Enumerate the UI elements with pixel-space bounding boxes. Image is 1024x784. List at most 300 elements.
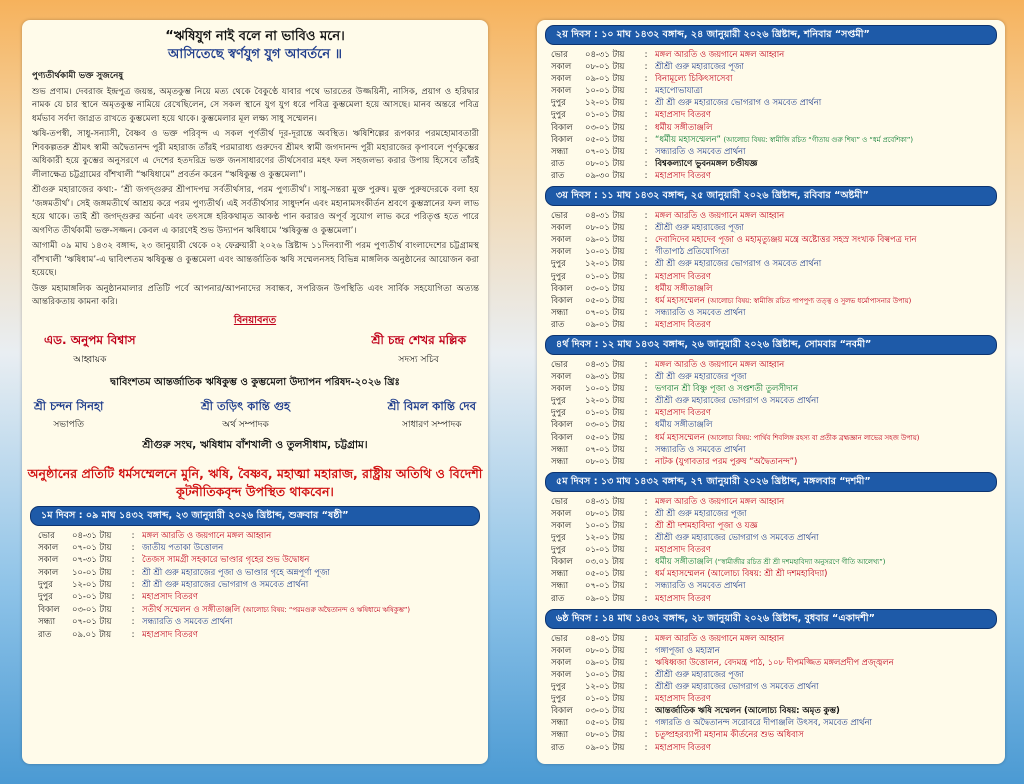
time-value: ০৫-০১ টায় bbox=[585, 717, 625, 728]
colon-separator: : bbox=[644, 246, 648, 257]
schedule-row bbox=[551, 567, 995, 579]
colon-separator: : bbox=[644, 520, 648, 530]
event-text bbox=[142, 603, 478, 615]
event-title: গঙ্গাপূজা ও মহাস্নান bbox=[655, 644, 720, 655]
time-value: ১২-০১ টায় bbox=[585, 681, 625, 692]
left-panel bbox=[22, 20, 488, 764]
event-text bbox=[655, 96, 995, 108]
schedule-row bbox=[551, 145, 995, 157]
time-slot: দুপুর bbox=[551, 270, 566, 281]
event-title: শ্রী শ্রী গুরু মহারাজের ভোগরাগ ও সমবেত প্রার্থনা bbox=[142, 579, 309, 590]
schedule-row bbox=[551, 108, 995, 120]
event-title: মহাপ্রসাদ বিতরণ bbox=[655, 693, 711, 704]
colon-separator: : bbox=[644, 568, 648, 579]
event-text bbox=[142, 566, 478, 578]
colon-separator: : bbox=[644, 234, 648, 245]
day-header: ৫ম দিবস : ১৩ মাঘ ১৪৩২ বঙ্গাব্দ, ২৭ জানুয়ারী ২০২৬ খ্রিষ্টাব্দ, মঙ্গলবার “দশমী” bbox=[545, 472, 997, 492]
time-value: ০১-০১ টায় bbox=[72, 591, 112, 602]
day-header: ৩য় দিবস : ১১ মাঘ ১৪৩২ বঙ্গাব্দ, ২৫ জানুয়ারী ২০২৬ খ্রিষ্টাব্দ, রবিবার “অষ্টমী” bbox=[545, 186, 997, 206]
time-slot: ভোর bbox=[551, 358, 568, 369]
time-value: ০৩-০১ টায় bbox=[585, 705, 625, 716]
letter-paragraph-4: আগামী ০৯ মাঘ ১৪৩২ বঙ্গাব্দ, ২৩ জানুয়ারী থেকে ০২ ফেব্রুয়ারী ২০২৬ খ্রিষ্টাব্দ ১১দিনব্যাপী পরম পুণ্যতীর্থ বাংলাদেশের চট্টগ্রামস্থ বাঁশখালী ‘ঋষিধাম’-এ দ্বাবিংশতম ঋষিকুম্ভ ও কুম্ভমেলা এবং আন্তর্জাতিক ঋষি সম্মেলনসহ বিভিন্ন মাঙ্গলিক অনুষ্ঠানের আয়োজন করা হয়েছে। bbox=[32, 241, 479, 278]
colon-separator: : bbox=[644, 592, 648, 603]
day-block-3 bbox=[537, 186, 1005, 330]
signatory-role: সদস্য সচিব bbox=[398, 354, 439, 365]
schedule-row bbox=[551, 233, 995, 245]
time-slot: রাত bbox=[551, 741, 565, 752]
event-title: ধর্মীয় সঙ্গীতাঞ্জলি bbox=[655, 419, 713, 430]
header-line-1: “ঋষিযুগ নাই বলে না ভাবিও মনে। bbox=[165, 29, 345, 44]
time-value: ০৪-৩১ টায় bbox=[72, 529, 112, 540]
schedule-row bbox=[551, 431, 995, 443]
schedule-list bbox=[551, 209, 995, 330]
colon-separator: : bbox=[644, 632, 648, 643]
time-slot: বিকাল bbox=[551, 556, 573, 567]
event-text bbox=[655, 644, 995, 656]
time-slot: সকাল bbox=[551, 85, 572, 96]
time-slot: সন্ধ্যা bbox=[38, 616, 56, 627]
time-slot: সন্ধ্যা bbox=[551, 717, 569, 728]
time-value: ০৯-৩০ টায় bbox=[585, 169, 625, 180]
event-text bbox=[655, 567, 995, 579]
schedule-row bbox=[551, 741, 995, 753]
schedule-row bbox=[38, 628, 478, 640]
day-block-1 bbox=[22, 506, 488, 641]
time-slot: সকাল bbox=[551, 371, 572, 382]
time-slot: সকাল bbox=[551, 668, 572, 679]
time-value: ০৮-০১ টায় bbox=[585, 644, 625, 655]
schedule-list bbox=[551, 495, 995, 604]
event-text bbox=[142, 578, 478, 590]
colon-separator: : bbox=[131, 566, 135, 577]
time-value: ০১-০১ টায় bbox=[585, 544, 625, 555]
event-title: ধর্মীয় সঙ্গীতাঞ্জলি bbox=[655, 556, 713, 567]
vinito-label: বিনয়াবনত bbox=[233, 314, 277, 326]
colon-separator: : bbox=[644, 270, 648, 281]
letter-paragraph-1: শুভ প্রণাম। দেবরাজ ইন্দ্রপুত্র জয়ন্ত, অমৃতকুম্ভ নিয়ে মত্য থেকে বৈকুণ্ঠে যাবার পথে ভারতের উজ্জয়িনী, নাসিক, প্রয়াগ ও হরিদ্বার নামক যে চার স্থানে অমৃতকুম্ভ নামিয়ে রেখেছিলেন, সে সকল স্থানে যুগ যুগ ধরে পবিত্র কুম্ভমেলা হয়ে আসছে। মানব অন্তরে পবিত্র ধর্মভাব সর্বদা জাগ্রত রাখতে কুম্ভমেলা হয়ে থাকে। কুম্ভমেলার মূল লক্ষ্য সাধু সম্মেলন। bbox=[32, 86, 479, 124]
event-text bbox=[142, 529, 478, 541]
time-value: ১০-০১ টায় bbox=[72, 566, 112, 577]
event-title: মহাপ্রসাদ বিতরণ bbox=[655, 544, 711, 555]
letter-paragraph-3: শ্রীগুরু মহারাজের কথা:- ‘শ্রী জগদ্গুরুর শ্রীপাদপদ্ম সর্বতীর্থসার, পরম পুণ্যতীর্থ’। সাধু-সন্তরা মুক্ত পুরুষ। মুক্ত পুরুষদেরকে বলা হয় ‘জঙ্গমতীর্থ’। সেই জঙ্গমতীর্থে আশ্রয় করে পরম পুণ্যতীর্থ। এই সর্বতীর্থসার সাধুদর্শন এবং মহানামসংকীর্তন শ্রবণে কুম্ভস্নানের ফল লাভ হয়ে থাকে। তাই শ্রী জগদ্গুরুর অর্চনা এবং তৎসঙ্গে হরিকথামৃত আকণ্ঠ পান করারও অপূর্ব সুযোগ লাভ করে পরিতৃপ্ত হতে পারে অগণিত তীর্থকামী ভক্ত-সজ্জন। কেবল এ কারণেই শুভ উদ্যাপন ঋষিধামে ‘ঋষিকুম্ভ ও কুম্ভমেলা’। bbox=[32, 185, 479, 236]
event-text bbox=[655, 555, 995, 567]
day-block-4 bbox=[537, 335, 1005, 467]
signatory-name: শ্রী চন্দ্র শেখর মল্লিক bbox=[371, 332, 466, 347]
time-slot: দুপুর bbox=[551, 681, 566, 692]
time-value: ০৭-০১ টায় bbox=[72, 616, 112, 627]
schedule-row bbox=[551, 306, 995, 318]
event-title: মহাপ্রসাদ বিতরণ bbox=[655, 592, 711, 603]
time-value: ০৪-৩১ টায় bbox=[585, 495, 625, 506]
event-title: শ্রী শ্রী গুরু মহারাজের পূজা bbox=[655, 371, 747, 382]
time-slot: দুপুর bbox=[551, 693, 566, 704]
day-header: ৬ষ্ঠ দিবস : ১৪ মাঘ ১৪৩২ বঙ্গাব্দ, ২৮ জানুয়ারী ২০২৬ খ্রিষ্টাব্দ, বুধবার “একাদশী” bbox=[545, 609, 997, 629]
event-title: মঙ্গল আরতি ও জয়গানে মঙ্গল আহ্বান bbox=[655, 49, 785, 59]
schedule-row bbox=[551, 495, 995, 507]
officer-role: সাধারণ সম্পাদক bbox=[402, 419, 462, 430]
colon-separator: : bbox=[644, 455, 648, 466]
day-header: ১ম দিবস : ০৯ মাঘ ১৪৩২ বঙ্গাব্দ, ২৩ জানুয়ারী ২০২৬ খ্রিষ্টাব্দ, শুক্রবার “ষষ্ঠী” bbox=[30, 506, 480, 526]
event-text bbox=[655, 221, 995, 233]
officer bbox=[201, 398, 290, 432]
event-title: জাতীয় পতাকা উত্তোলন bbox=[142, 541, 224, 552]
event-text bbox=[655, 741, 995, 753]
colon-separator: : bbox=[644, 49, 648, 59]
time-value: ০৯-০১ টায় bbox=[585, 73, 625, 84]
event-title: মহাপ্রসাদ বিতরণ bbox=[655, 741, 711, 752]
colon-separator: : bbox=[644, 395, 648, 406]
schedule-row bbox=[38, 541, 478, 553]
time-slot: বিকাল bbox=[38, 603, 60, 614]
colon-separator: : bbox=[644, 532, 648, 543]
time-value: ১০-০১ টায় bbox=[585, 85, 625, 96]
schedule-row bbox=[551, 579, 995, 591]
time-slot: সকাল bbox=[551, 644, 572, 655]
time-slot: সন্ধ্যা bbox=[551, 443, 569, 454]
colon-separator: : bbox=[644, 133, 648, 144]
event-title: মহাপ্রসাদ বিতরণ bbox=[655, 169, 711, 180]
schedule-row bbox=[551, 318, 995, 330]
event-title: গীতাপাঠ প্রতিযোগিতা bbox=[655, 246, 729, 257]
time-slot: সকাল bbox=[551, 222, 572, 233]
colon-separator: : bbox=[644, 358, 648, 369]
time-value: ০১-০১ টায় bbox=[585, 109, 625, 120]
schedule-row bbox=[551, 656, 995, 668]
colon-separator: : bbox=[131, 591, 135, 602]
colon-separator: : bbox=[644, 741, 648, 752]
schedule-row bbox=[551, 84, 995, 96]
colon-separator: : bbox=[131, 628, 135, 639]
event-text bbox=[655, 233, 995, 245]
colon-separator: : bbox=[644, 431, 648, 442]
event-title: ধর্ম মহাসম্মেলন (আলোচ্য বিষয়: শ্রী শ্রী দশমহাবিদ্যা) bbox=[655, 568, 828, 579]
event-title: সন্ধ্যারতি ও সমবেত প্রার্থনা bbox=[655, 580, 746, 591]
schedule-row bbox=[551, 555, 995, 567]
event-title: দেবাদিদেব মহাদেব পূজা ও মহামৃত্যুঞ্জয় মন্ত্রে অষ্টোত্তর সহস্র সংখ্যক বিল্বপত্র দান bbox=[655, 234, 917, 245]
colon-separator: : bbox=[644, 318, 648, 329]
time-slot: রাত bbox=[38, 628, 52, 639]
time-value: ০৭-০১ টায় bbox=[72, 541, 112, 552]
event-title: মহাপোভাযাত্রা bbox=[655, 85, 703, 96]
time-slot: সকাল bbox=[551, 234, 572, 245]
schedule-row bbox=[551, 543, 995, 555]
event-title: ঋষিধ্বজা উত্তোলন, বেদমন্ত্র পাঠ, ১০৮ দীপমজ্জিত মঙ্গলপ্রদীপ প্রজ্জ্বলন bbox=[655, 656, 894, 667]
time-value: ০৪-৩১ টায় bbox=[585, 210, 625, 221]
time-slot: বিকাল bbox=[551, 133, 573, 144]
event-title: ধর্ম মহাসম্মেলন bbox=[655, 431, 705, 442]
event-text bbox=[655, 592, 995, 604]
event-text bbox=[655, 358, 995, 370]
time-value: ১০-০১ টায় bbox=[585, 668, 625, 679]
day-block-5 bbox=[537, 472, 1005, 604]
schedule-row bbox=[38, 615, 478, 627]
header-verse bbox=[22, 28, 488, 64]
colon-separator: : bbox=[644, 222, 648, 233]
event-title: মহাপ্রসাদ বিতরণ bbox=[655, 407, 711, 418]
colon-separator: : bbox=[644, 145, 648, 156]
letter-paragraph-5: উক্ত মহামাঙ্গলিক অনুষ্ঠানমালার প্রতিটি পর্বে আপনার/আপনাদের সবান্ধব, সপরিজন উপস্থিতি এবং সার্বিক সহযোগিতা অত্যন্ত আন্তরিকতায় কামনা করি। bbox=[32, 283, 479, 307]
event-text bbox=[655, 680, 995, 692]
time-value: ০৪-৩১ টায় bbox=[585, 49, 625, 59]
time-slot: সন্ধ্যা bbox=[551, 580, 569, 591]
time-value: ০১-০১ টায় bbox=[585, 270, 625, 281]
time-value: ০৭-০১ টায় bbox=[585, 306, 625, 317]
signatory-role: আহ্বায়ক bbox=[73, 354, 107, 365]
time-slot: সন্ধ্যা bbox=[551, 455, 569, 466]
time-value: ১২-০১ টায় bbox=[585, 532, 625, 543]
event-text bbox=[655, 306, 995, 318]
event-note: (আলোচ্য বিষয়: পার্থিব শিবলিঙ্গ রহস্য বা প্রতীক ব্রহ্মজ্ঞান লাভের সহজ উপায়) bbox=[707, 433, 920, 442]
time-slot: দুপুর bbox=[551, 258, 566, 269]
time-value: ১২-০১ টায় bbox=[585, 258, 625, 269]
schedule-row bbox=[551, 418, 995, 430]
schedule-row bbox=[551, 209, 995, 221]
time-value: ১২-০১ টায় bbox=[585, 395, 625, 406]
time-slot: দুপুর bbox=[551, 395, 566, 406]
event-text bbox=[655, 531, 995, 543]
schedule-row bbox=[551, 507, 995, 519]
event-title: মহাপ্রসাদ বিতরণ bbox=[655, 270, 711, 281]
time-slot: সকাল bbox=[551, 507, 572, 518]
time-slot: সকাল bbox=[551, 383, 572, 394]
schedule-list bbox=[551, 358, 995, 467]
schedule-row bbox=[551, 121, 995, 133]
colon-separator: : bbox=[644, 556, 648, 567]
officer-role: অর্থ সম্পাদক bbox=[222, 419, 269, 430]
event-title: আন্তর্জাতিক ঋষি সম্মেলন (আলোচ্য বিষয়: অমৃত কুম্ভ) bbox=[655, 705, 840, 716]
event-text bbox=[655, 108, 995, 120]
day-block-2 bbox=[537, 25, 1005, 181]
time-value: ০৩.০১ টায় bbox=[585, 556, 625, 567]
time-slot: দুপুর bbox=[551, 532, 566, 543]
schedule-row bbox=[551, 704, 995, 716]
time-slot: ভোর bbox=[551, 49, 568, 59]
invitation-letter bbox=[32, 70, 479, 310]
colon-separator: : bbox=[131, 579, 135, 590]
time-value: ০৮-০১ টায় bbox=[585, 222, 625, 233]
officer-name: শ্রী বিমল কান্তি দেব bbox=[387, 398, 476, 413]
colon-separator: : bbox=[644, 580, 648, 591]
colon-separator: : bbox=[644, 656, 648, 667]
event-text bbox=[142, 615, 478, 627]
event-note: (আলোচ্য বিষয়: স্বামীজি রচিত “গীতায় গুরু শিষ্য” ও “ধর্ম প্রবেশিকা”) bbox=[723, 135, 914, 144]
colon-separator: : bbox=[644, 282, 648, 293]
day-header: ২য় দিবস : ১০ মাঘ ১৪৩২ বঙ্গাব্দ, ২৪ জানুয়ারী ২০২৬ খ্রিষ্টাব্দ, শনিবার “সপ্তমী” bbox=[545, 25, 997, 45]
time-value: ০৪-৩১ টায় bbox=[585, 358, 625, 369]
time-value: ০৩-০১ টায় bbox=[585, 419, 625, 430]
schedule-row bbox=[551, 133, 995, 145]
event-title: মঙ্গল আরতি ও জয়গানে মঙ্গল আহ্বান bbox=[655, 358, 785, 369]
event-title: মঙ্গল আরতি ও জয়গানে মঙ্গল আহ্বান bbox=[655, 495, 785, 506]
event-title: শ্রীশ্রী গুরু মহারাজের পূজা bbox=[655, 668, 744, 679]
colon-separator: : bbox=[644, 85, 648, 96]
schedule-row bbox=[551, 245, 995, 257]
event-text bbox=[655, 579, 995, 591]
time-value: ০৫-০১ টায় bbox=[585, 133, 625, 144]
event-title: সন্ধ্যারতি ও সমবেত প্রার্থনা bbox=[655, 443, 746, 454]
time-value: ০৩-০১ টায় bbox=[585, 121, 625, 132]
colon-separator: : bbox=[644, 407, 648, 418]
colon-separator: : bbox=[644, 157, 648, 168]
time-slot: সকাল bbox=[551, 246, 572, 257]
schedule-row bbox=[551, 370, 995, 382]
event-text bbox=[655, 455, 995, 467]
event-title: চতুষ্প্রহরব্যাপী মহানাম কীর্তনের শুভ অধিবাস bbox=[655, 729, 804, 740]
event-title: শ্রীশ্রী গুরু মহারাজের ভোগরাগ ও সমবেত প্রার্থনা bbox=[655, 395, 819, 406]
officer bbox=[388, 398, 476, 432]
time-value: ০৮-০১ টায় bbox=[585, 507, 625, 518]
time-value: ০৭-০১ টায় bbox=[585, 580, 625, 591]
colon-separator: : bbox=[644, 681, 648, 692]
colon-separator: : bbox=[644, 371, 648, 382]
time-slot: রাত bbox=[551, 169, 565, 180]
time-slot: সকাল bbox=[38, 541, 59, 552]
event-text bbox=[655, 48, 995, 60]
colon-separator: : bbox=[644, 419, 648, 430]
colon-separator: : bbox=[644, 495, 648, 506]
time-value: ০৫-০১ টায় bbox=[585, 294, 625, 305]
colon-separator: : bbox=[131, 554, 135, 565]
signatories-row bbox=[22, 332, 488, 367]
time-value: ০৮-০১ টায় bbox=[585, 61, 625, 72]
event-text bbox=[655, 60, 995, 72]
time-value: ০৭-০১ টায় bbox=[585, 443, 625, 454]
colon-separator: : bbox=[644, 109, 648, 120]
schedule-row bbox=[551, 519, 995, 531]
event-text bbox=[655, 543, 995, 555]
event-note: (“স্বামীজীর রচিত শ্রী শ্রী দশমহাবিদ্যা অনুসরণে গীতি আলেখ্য”) bbox=[715, 558, 886, 567]
event-text bbox=[655, 728, 995, 740]
time-slot: সকাল bbox=[551, 61, 572, 72]
colon-separator: : bbox=[131, 529, 135, 540]
schedule-row bbox=[551, 531, 995, 543]
schedule-list bbox=[551, 48, 995, 181]
colon-separator: : bbox=[131, 616, 135, 627]
colon-separator: : bbox=[644, 294, 648, 305]
event-title: তৈজস সামগ্রী সহকারে ভাণ্ডার গৃহের শুভ উদ্বোধন bbox=[142, 554, 310, 565]
event-title: শ্রী শ্রী গুরু মহারাজের পূজা bbox=[655, 507, 747, 518]
colon-separator: : bbox=[644, 61, 648, 72]
time-slot: দুপুর bbox=[38, 579, 53, 590]
time-value: ০৯-০১ টায় bbox=[585, 592, 625, 603]
schedule-row bbox=[38, 566, 478, 578]
colon-separator: : bbox=[644, 306, 648, 317]
day-header: ৪র্থ দিবস : ১২ মাঘ ১৪৩২ বঙ্গাব্দ, ২৬ জানুয়ারী ২০২৬ খ্রিষ্টাব্দ, সোমবার “নবমী” bbox=[545, 335, 997, 355]
time-value: ০৮-০১ টায় bbox=[585, 455, 625, 466]
schedule-row bbox=[551, 294, 995, 306]
time-slot: সকাল bbox=[551, 520, 572, 530]
officer-role: সভাপতি bbox=[53, 419, 85, 430]
officer-name: শ্রী চন্দন সিনহা bbox=[34, 398, 104, 413]
colon-separator: : bbox=[644, 97, 648, 108]
event-title: সন্ধ্যারতি ও সমবেত প্রার্থনা bbox=[655, 306, 746, 317]
time-slot: সকাল bbox=[38, 554, 59, 565]
time-value: ১২-০১ টায় bbox=[72, 579, 112, 590]
event-title: শ্রীশ্রী গুরু মহারাজের পূজা bbox=[655, 222, 744, 233]
time-value: ১০-০১ টায় bbox=[585, 246, 625, 257]
time-slot: সকাল bbox=[551, 73, 572, 84]
event-text bbox=[655, 507, 995, 519]
event-text bbox=[655, 370, 995, 382]
colon-separator: : bbox=[644, 169, 648, 180]
event-text bbox=[655, 443, 995, 455]
schedule-row bbox=[551, 443, 995, 455]
time-value: ১০-০১ টায় bbox=[585, 383, 625, 394]
schedule-row bbox=[38, 553, 478, 565]
time-slot: সন্ধ্যা bbox=[551, 306, 569, 317]
letter-paragraph-2: ঋষি-তপস্বী, সাধু-সন্যাসী, বৈষ্ণব ও ভক্ত পরিবৃন্দ এ সকল পূর্ণতীর্থ দূর-দূরান্তে অবস্থিত। ঋষিশিল্পের রূপকার পরমহোমাবতারী শিবকল্পতরু শ্রীমৎ স্বামী অদ্বৈতানন্দ পুরী মহারাজ তাঁরই পরমারাধ্য গুরুদেব শ্রীমৎ স্বামী জগদানন্দ পুরী মহারাজের কৃপাবলে পূর্ণকুম্ভের অধিকারী হয়ে কুম্ভের অনুসরণে এ দেশের হতদরিদ্র ভক্ত জনসাধারণের তীর্থসেবার মহৎ ফল সহজলভ্য করার উপায় হিসেবে তাঁরই লীলাক্ষেত্র চট্টগ্রামের বাঁশখালী “ঋষিধামে” প্রবর্তন করেন “ঋষিকুম্ভ ও কুম্ভমেলা”। bbox=[32, 129, 479, 180]
event-text bbox=[655, 84, 995, 96]
colon-separator: : bbox=[644, 544, 648, 555]
schedule-row bbox=[551, 221, 995, 233]
schedule-row bbox=[551, 96, 995, 108]
event-text bbox=[655, 209, 995, 221]
event-title: শ্রী শ্রী দশমহাবিদ্যা পূজা ও যজ্ঞ bbox=[655, 520, 758, 530]
time-value: ০৭-৩১ টায় bbox=[72, 554, 112, 565]
time-value: ১২-০১ টায় bbox=[585, 97, 625, 108]
schedule-row bbox=[551, 382, 995, 394]
event-title: শ্রী শ্রী গুরু মহারাজের পূজা ও ভাণ্ডার গৃহে অন্নপূর্ণা পূজা bbox=[142, 566, 330, 577]
sangha-line: শ্রীগুরু সংঘ, ঋষিধাম বাঁশখালী ও তুলসীধাম, চট্টগ্রাম। bbox=[142, 438, 368, 451]
header-line-2: আসিতেছে স্বর্ণযুগ যুগ আবর্তনে ॥ bbox=[168, 47, 342, 62]
time-value: ১০-০১ টায় bbox=[585, 520, 625, 530]
colon-separator: : bbox=[644, 121, 648, 132]
schedule-row bbox=[551, 592, 995, 604]
event-title: ভগবান শ্রী বিষ্ণু পূজা ও সপ্তশতী তুলসীদান bbox=[655, 383, 798, 394]
event-text bbox=[655, 245, 995, 257]
schedule-row bbox=[38, 529, 478, 541]
time-slot: দুপুর bbox=[551, 407, 566, 418]
schedule-row bbox=[551, 169, 995, 181]
colon-separator: : bbox=[644, 729, 648, 740]
schedule-row bbox=[551, 270, 995, 282]
time-slot: বিকাল bbox=[551, 431, 573, 442]
time-value: ০৮-০১ টায় bbox=[585, 729, 625, 740]
schedule-row bbox=[551, 394, 995, 406]
event-title: মহাপ্রসাদ বিতরণ bbox=[142, 591, 198, 602]
event-text bbox=[655, 169, 995, 181]
time-slot: সকাল bbox=[38, 566, 59, 577]
event-title: সতীর্থ সম্মেলন ও সঙ্গীতাঞ্জলি bbox=[142, 603, 241, 614]
parishad-title: দ্বাবিংশতম আন্তর্জাতিক ঋষিকুম্ভ ও কুম্ভমেলা উদ্যাপন পরিষদ-২০২৬ খ্রিঃ bbox=[110, 376, 400, 388]
time-value: ০৯-০১ টায় bbox=[585, 656, 625, 667]
time-slot: ভোর bbox=[38, 529, 55, 540]
time-value: ০৯-০১ টায় bbox=[585, 234, 625, 245]
event-text bbox=[655, 157, 995, 169]
colon-separator: : bbox=[644, 210, 648, 221]
event-text bbox=[655, 270, 995, 282]
event-text bbox=[655, 519, 995, 531]
event-title: ধর্ম মহাসম্মেলন bbox=[655, 294, 705, 305]
schedule-row bbox=[551, 60, 995, 72]
time-slot: সকাল bbox=[551, 656, 572, 667]
event-text bbox=[655, 121, 995, 133]
event-title: শ্রী শ্রী গুরু মহারাজের ভোগরাগ ও সমবেত প্রার্থনা bbox=[655, 97, 822, 108]
event-text bbox=[655, 418, 995, 430]
event-title: গঙ্গারতি ও অদ্বৈতানন্দ সরোবরে দীপাঞ্জলি উৎসব, সমবেত প্রার্থনা bbox=[655, 717, 872, 728]
schedule-row bbox=[551, 668, 995, 680]
colon-separator: : bbox=[131, 541, 135, 552]
time-slot: সন্ধ্যা bbox=[551, 145, 569, 156]
signatory-name: এড. অনুপম বিশ্বাস bbox=[44, 332, 136, 347]
event-text bbox=[655, 294, 995, 306]
event-title: শ্রীশ্রী গুরু মহারাজের ভোগরাগ ও সমবেত প্রার্থনা bbox=[655, 532, 819, 543]
time-slot: বিকাল bbox=[551, 121, 573, 132]
event-text bbox=[142, 628, 478, 640]
schedule-row bbox=[551, 358, 995, 370]
event-title: শ্রী শ্রী গুরু মহারাজের ভোগরাগ ও সমবেত প্রার্থনা bbox=[655, 258, 822, 269]
event-title: সন্ধ্যারতি ও সমবেত প্রার্থনা bbox=[142, 616, 233, 627]
